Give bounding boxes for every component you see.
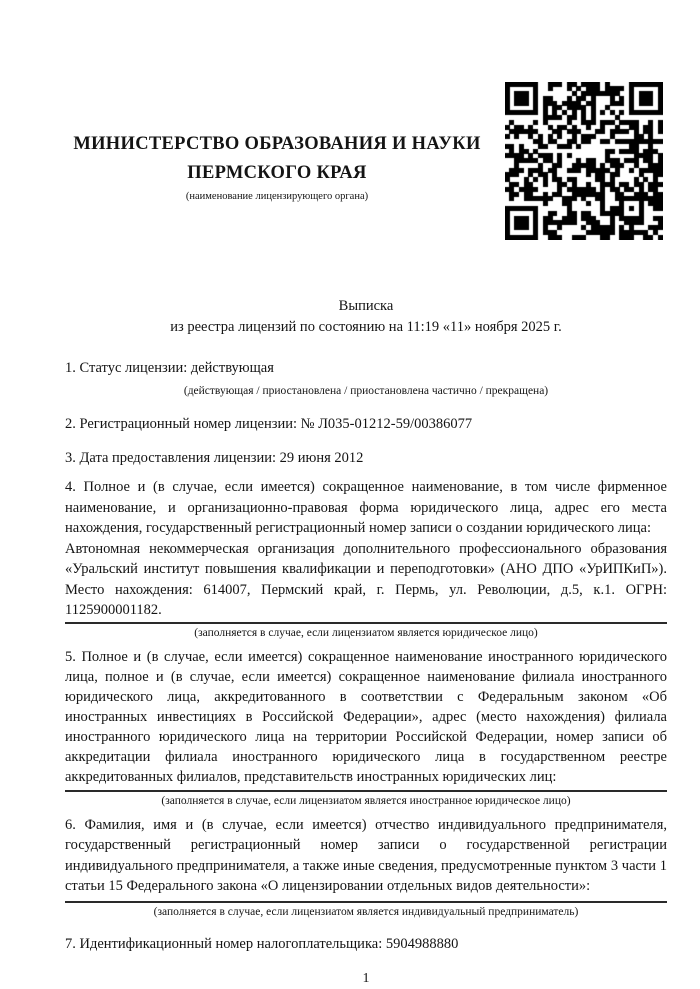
item-4-fill-line xyxy=(65,622,667,624)
item-6-fill-caption: (заполняется в случае, если лицензиатом является индивидуальный предприниматель) xyxy=(153,905,579,918)
item-4-fill-caption: (заполняется в случае, если лицензиатом является юридическое лицо) xyxy=(194,626,538,639)
item-6-fill-line xyxy=(65,901,667,903)
document-title xyxy=(65,296,667,338)
item-7-taxpayer-id: 7. Идентификационный номер налогоплательщика: 5904988880 xyxy=(65,935,459,952)
document-title-line1: Выписка xyxy=(338,298,394,314)
item-6-entrepreneur-label: 6. Фамилия, имя и (в случае, если имеется) отчество индивидуального предпринимателя, государственный регистрационный номер записи о государственной регистрации индивидуального предпринимателя, а также иные сведения, предусмотренные пунктом 3 части 1 статьи 15 Федерального закона «О лицензировании отдельных видов деятельности»: xyxy=(65,816,667,894)
item-2-registration-number: 2. Регистрационный номер лицензии: № Л035-01212-59/00386077 xyxy=(65,416,473,432)
issuing-authority-header xyxy=(65,130,489,204)
issuing-authority-name-line1: МИНИСТЕРСТВО ОБРАЗОВАНИЯ И НАУКИ xyxy=(73,134,481,154)
issuing-authority-caption: (наименование лицензирующего органа) xyxy=(185,191,369,202)
item-4-legal-entity-label: 4. Полное и (в случае, если имеется) сокращенное наименование, в том числе фирменное наименование, и организационно-правовая форма юридического лица, адрес его места нахождения, государственный регистрационный номер записи о создании юридического лица: xyxy=(65,479,667,536)
item-5-fill-line xyxy=(65,790,667,792)
qr-code xyxy=(505,82,663,240)
item-4-legal-entity-value: Автономная некоммерческая организация дополнительного профессионального образования «Уральский институт повышения квалификации и переподготовки» (АНО ДПО «УрИПКиП»). Место нахождения: 614007, Пермский край, г. Пермь, ул. Революции, д.5, к.1. ОГРН: 1125900001182. xyxy=(65,540,667,618)
issuing-authority-name-line2: ПЕРМСКОГО КРАЯ xyxy=(187,163,367,183)
qr-code-icon xyxy=(505,82,663,240)
item-5-foreign-entity-label: 5. Полное и (в случае, если имеется) сокращенное наименование иностранного юридического лица, полное и (в случае, если имеется) сокращенное наименование филиала иностранного юридического лица, аккредитованного в соответствии с Федеральным законом «Об иностранных инвестициях в Российской Федерации», адрес (место нахождения) филиала иностранного юридического лица на территории Российской Федерации, номер записи об аккредитации филиала иностранного юридического лица в государственном реестре аккредитованных филиалов, представительств иностранных юридических лиц: xyxy=(65,648,667,785)
page-number: 1 xyxy=(362,970,370,986)
document-title-line2: из реестра лицензий по состоянию на 11:19 «11» ноября 2025 г. xyxy=(170,319,562,335)
item-5-fill-caption: (заполняется в случае, если лицензиатом является иностранное юридическое лицо) xyxy=(161,794,571,807)
item-1-status-options-caption: (действующая / приостановлена / приостановлена частично / прекращена) xyxy=(183,385,549,397)
item-3-license-grant-date: 3. Дата предоставления лицензии: 29 июня 2012 xyxy=(65,450,364,466)
item-1-license-status: 1. Статус лицензии: действующая xyxy=(65,360,274,376)
